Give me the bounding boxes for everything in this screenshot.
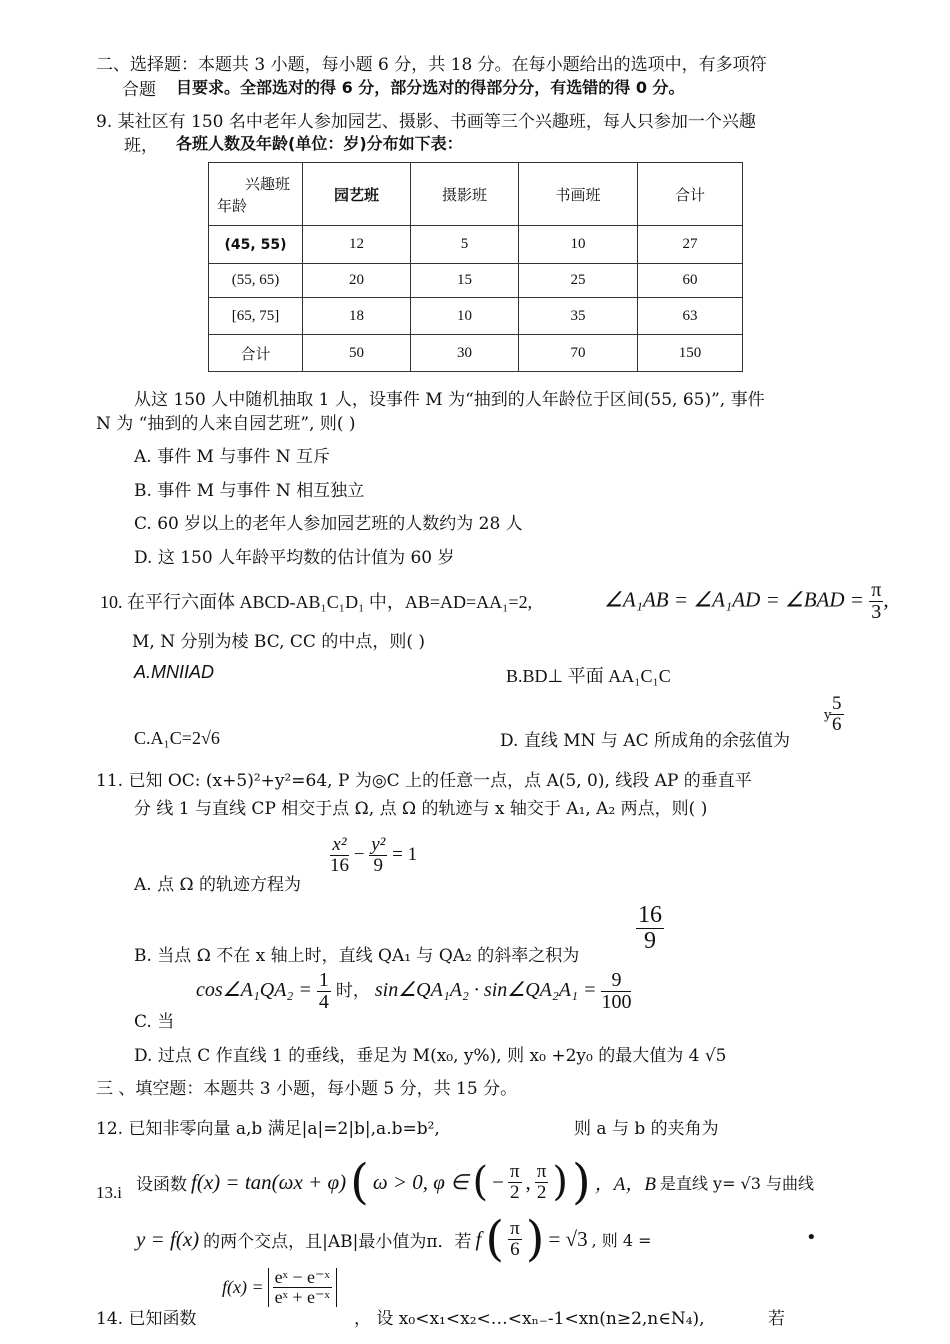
q13-number: 13.i [96, 1183, 122, 1202]
table-cell: 150 [638, 335, 743, 372]
q14-frac [273, 1268, 332, 1307]
q11-option-d: D. 过点 C 作直线 1 的垂线，垂足为 M(x₀, y%), 则 x₀ +2y₀ 的最大值为 4 √5 [134, 1046, 727, 1066]
q14-num-expr: eˣ − e⁻ˣ [274, 1267, 330, 1287]
q11-option-b: B. 当点 Ω 不在 x 轴上时，直线 QA₁ 与 QA₂ 的斜率之积为 [134, 946, 580, 966]
q14-formula [222, 1268, 337, 1307]
q10-option-c: C.A₁C=2√6 [134, 728, 220, 748]
table-cell: 5 [411, 226, 519, 264]
q10-angle-num: π [871, 579, 882, 601]
table-corner-top: 兴趣班 [245, 177, 291, 193]
q13-line2-paren-close-icon: ) [525, 1211, 545, 1267]
q10-angle-tail: , [883, 587, 889, 612]
q13-inner-paren-close-icon: ) [552, 1159, 568, 1205]
q13-neg-icon: − [492, 1169, 504, 1194]
table-cell: 20 [303, 264, 411, 298]
table-cell: 15 [411, 264, 519, 298]
q9-option-b: B. 事件 M 与事件 N 相互独立 [134, 481, 365, 501]
q11-option-b-num: 16 [638, 902, 662, 928]
q9-line2-a: 班， [124, 136, 158, 156]
q10-line1: 10. 在平行六面体 ABCD-AB₁C₁D₁ 中，AB=AD=AA₁=2, [100, 592, 533, 612]
table-cell: 25 [519, 264, 638, 298]
q13-line2-paren-open-icon: ( [485, 1211, 505, 1267]
q9-option-a: A. 事件 M 与事件 N 互斥 [134, 447, 330, 467]
q14-abs-bars [268, 1268, 337, 1307]
q11-option-c-cos-den: 4 [318, 991, 329, 1013]
q11-option-a-n1: x² [330, 835, 349, 856]
section3-heading: 三 、填空题：本题共 3 小题，每小题 5 分，共 15 分。 [96, 1079, 518, 1099]
q13-cond-l-num: π [509, 1160, 520, 1182]
table-row [209, 264, 743, 298]
q13-cond-frac-right [535, 1162, 549, 1203]
table-row [209, 298, 743, 335]
q13-line2-b: 的两个交点，且|AB|最小值为π．若 [203, 1231, 472, 1252]
q11-option-c-cos-num: 1 [318, 969, 329, 991]
q13-cond: ω > 0, φ ∈ [372, 1169, 469, 1194]
q13-line2-den: 6 [510, 1238, 520, 1260]
table-cell: 63 [638, 298, 743, 335]
q11-option-a: A. 点 Ω 的轨迹方程为 [134, 875, 301, 895]
q10-angle-frac [869, 580, 883, 623]
section2-heading-cont-a: 合题 [122, 80, 156, 100]
q13-dot: • [806, 1227, 817, 1248]
table-cell: 30 [411, 335, 519, 372]
q13-line2-f: f [475, 1226, 482, 1251]
q13-pre: 设函数 [136, 1174, 187, 1195]
q13-paren-close-icon: ) [571, 1154, 591, 1210]
q11-option-c-sin-frac [601, 970, 631, 1013]
q13-cond-r-num: π [536, 1160, 547, 1182]
q13-line2-num: π [510, 1217, 520, 1239]
table-header: 摄影班 [411, 163, 519, 226]
q13-mid: ，A，B [594, 1173, 656, 1195]
q10-option-d: D. 直线 MN 与 AC 所成角的余弦值为 [500, 731, 791, 751]
q13-fx: f(x) = tan(ωx + φ) [191, 1169, 347, 1194]
q11-line2: 分 线 1 与直线 CP 相交于点 Ω, 点 Ω 的轨迹与 x 轴交于 A₁, A₂ 两点，则( ) [134, 799, 708, 819]
q9-line1: 9. 某社区有 150 名中老年人参加园艺、摄影、书画等三个兴趣班，每人只参加一个兴趣 [96, 112, 756, 132]
q13-comma-icon: , [525, 1169, 531, 1194]
q11-option-c-cos: cos∠A₁QA₂ = [196, 979, 312, 1002]
q11-option-a-n2: y² [371, 834, 386, 855]
table-cell: 12 [303, 226, 411, 264]
q14-den-expr: eˣ + e⁻ˣ [274, 1286, 330, 1307]
q10-angle-expr: ∠A₁AB = ∠A₁AD = ∠BAD = [604, 587, 864, 612]
q9-stem1: 从这 150 人中随机抽取 1 人，设事件 M 为“抽到的人年龄位于区间(55, 65)”, 事件 [134, 390, 765, 410]
q13-inner-paren-open-icon: ( [472, 1159, 489, 1205]
q11-option-a-d2: 9 [373, 854, 384, 876]
table-row-label: (45, 55) [209, 226, 303, 264]
q10-option-d-num: 5 [832, 693, 842, 714]
q10-option-d-den: 6 [832, 713, 842, 735]
table-cell: 35 [519, 298, 638, 335]
q9-stem2: N 为 “抽到的人来自园艺班”, 则( ) [96, 414, 356, 434]
q10-option-a: A.MNIIAD [134, 662, 215, 682]
table-cell: 70 [519, 335, 638, 372]
q13-formula-line2 [136, 1210, 652, 1268]
table-row-label: (55, 65) [209, 264, 303, 298]
q11-option-a-frac1 [330, 835, 349, 876]
table-cell: 10 [411, 298, 519, 335]
table-corner-cell [209, 163, 303, 226]
table-row [209, 226, 743, 264]
q13-paren-open-icon: ( [350, 1154, 369, 1210]
q11-option-a-frac2 [369, 835, 387, 876]
table-cell: 50 [303, 335, 411, 372]
q14-tail: 若 [768, 1309, 785, 1329]
q11-option-c-sin-den: 100 [601, 991, 632, 1013]
table-cell: 60 [638, 264, 743, 298]
q10-line2: M, N 分别为棱 BC, CC 的中点，则( ) [132, 632, 426, 652]
q13-cond-r-den: 2 [536, 1181, 547, 1203]
q14-number: 14. 已知函数 [96, 1309, 197, 1329]
q13-line2-tail: , 则 4 = [591, 1230, 652, 1250]
q13-line2-frac [508, 1219, 522, 1260]
q11-option-c-sin-num: 9 [601, 970, 631, 992]
q12-text-b: 则 a 与 b 的夹角为 [574, 1119, 719, 1139]
table-header: 合计 [638, 163, 743, 226]
q13-line2-a: y = f(x) [136, 1226, 200, 1251]
table-corner-bottom: 年龄 [217, 199, 248, 215]
table-row-label: [65, 75] [209, 298, 303, 335]
q13-formula-line1 [136, 1150, 814, 1214]
q13-tail: 是直线 y= √3 与曲线 [659, 1173, 815, 1193]
q10-angle-formula [604, 580, 889, 623]
table-header: 书画班 [519, 163, 638, 226]
q14-cond: ， 设 x₀<x₁<x₂<…<xₙ₋-1<xn(n≥2,n∈N₄), [354, 1309, 705, 1329]
q11-option-b-frac [636, 903, 664, 954]
table-cell: 27 [638, 226, 743, 264]
q11-option-a-formula [330, 835, 417, 876]
q11-option-a-eq: = 1 [392, 843, 418, 865]
q10-option-d-pre: y [824, 708, 832, 723]
q13-cond-l-den: 2 [509, 1181, 520, 1203]
q11-option-c-cos-frac [317, 970, 331, 1013]
q13-line2-eq: = √3 [548, 1226, 588, 1251]
q12-text-a: 12. 已知非零向量 a,b 满足|a|=2|b|,a.b=b², [96, 1119, 440, 1139]
table-row-label: 合计 [209, 335, 303, 372]
q9-option-c: C. 60 岁以上的老年人参加园艺班的人数约为 28 人 [134, 514, 523, 534]
q13-cond-frac-left [508, 1162, 522, 1203]
q11-option-c-formula [196, 970, 631, 1013]
table-cell: 18 [303, 298, 411, 335]
q11-option-c-mid: 时， [335, 981, 370, 1002]
q10-option-b: B.BD⊥ 平面 AA₁C₁C [506, 666, 671, 686]
table-row [209, 335, 743, 372]
q11-option-c-sin: sin∠QA₁A₂ · sin∠QA₂A₁ = [374, 979, 597, 1002]
table-header: 园艺班 [303, 163, 411, 226]
section2-heading-cont-b: 目要求。全部选对的得 6 分，部分选对的得部分分，有选错的得 0 分。 [176, 78, 685, 97]
q10-angle-den: 3 [871, 601, 882, 623]
q11-option-c: C. 当 [134, 1012, 175, 1032]
q11-option-a-d1: 16 [330, 854, 349, 876]
q9-option-d: D. 这 150 人年龄平均数的估计值为 60 岁 [134, 548, 455, 568]
q11-option-b-den: 9 [644, 928, 656, 955]
q9-line2-b: 各班人数及年龄(单位：岁)分布如下表： [176, 134, 463, 153]
q11-option-a-minus: − [353, 843, 365, 865]
q14-fx: f(x) = [222, 1276, 264, 1297]
q9-table [208, 162, 743, 372]
table-cell: 10 [519, 226, 638, 264]
q11-line1: 11. 已知 OC: (x+5)²+y²=64, P 为◎C 上的任意一点，点 A(5, 0), 线段 AP 的垂直平 [96, 771, 752, 791]
section2-heading: 二、选择题：本题共 3 小题，每小题 6 分，共 18 分。在每小题给出的选项中，有多项符 [96, 55, 767, 75]
q10-option-d-frac [830, 694, 844, 735]
